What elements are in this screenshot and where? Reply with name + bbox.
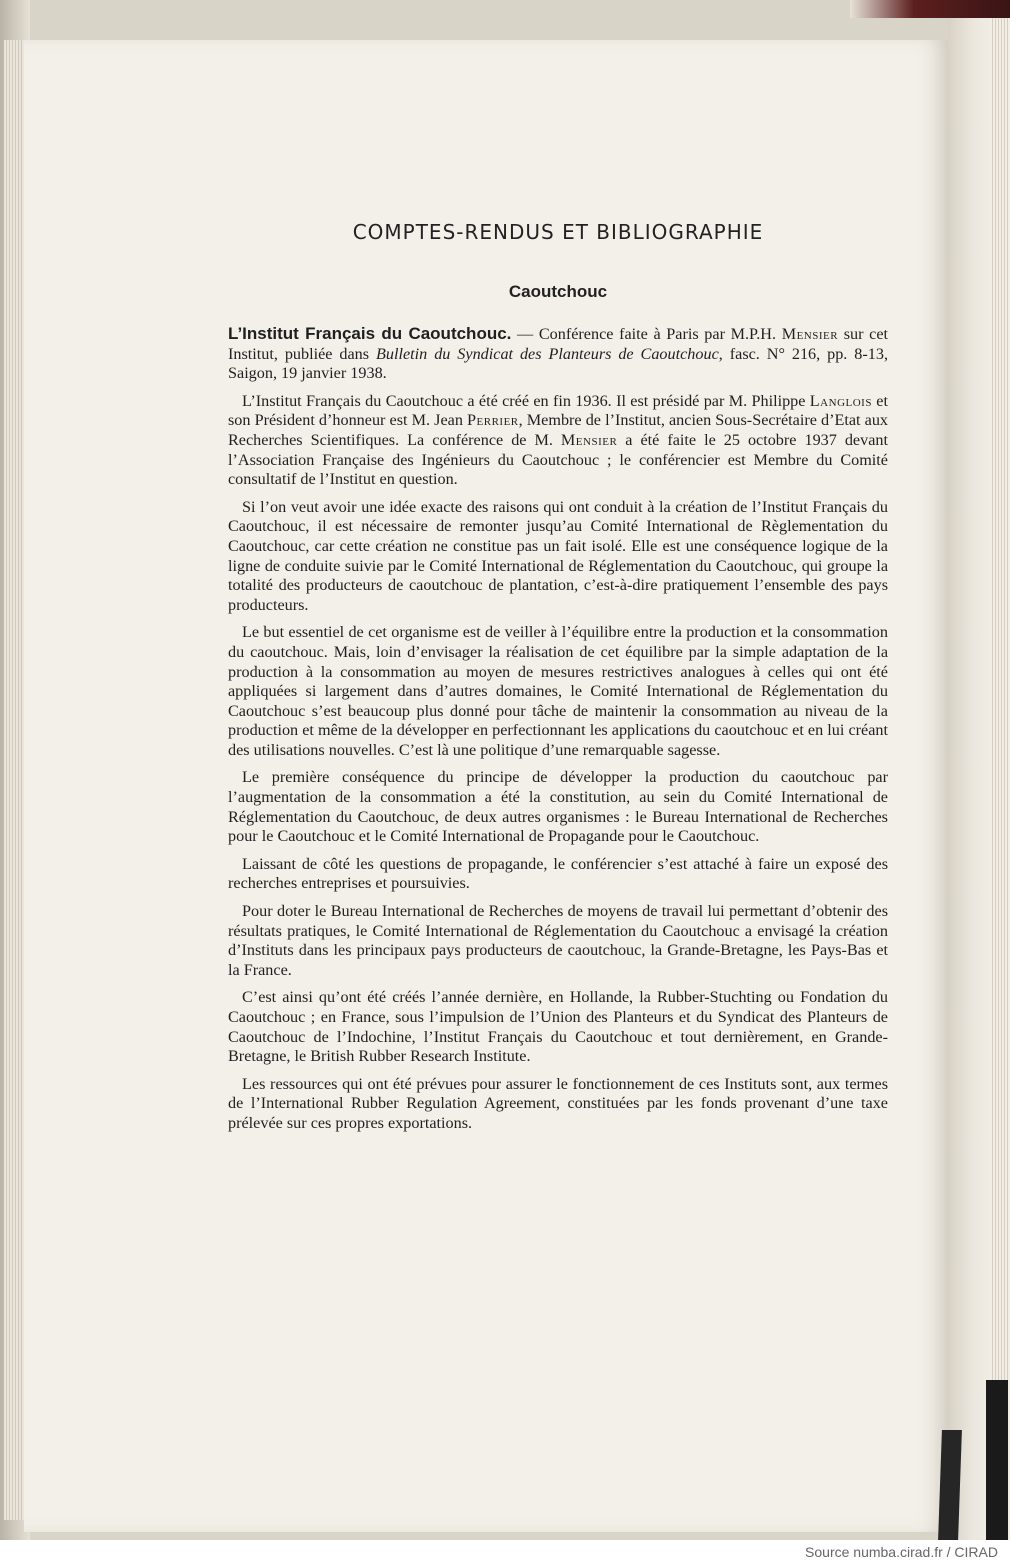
paragraph-1-text-b: et son Président d’honneur est M. Jean <box>228 391 888 430</box>
bookmark-ribbon-secondary <box>938 1430 962 1540</box>
source-credit: Source numba.cirad.fr / CIRAD <box>805 1544 998 1560</box>
paragraph-1 <box>228 392 888 490</box>
person-name: Mensier <box>560 430 618 449</box>
paragraph-8: Les ressources qui ont été prévues pour assurer le fonctionnement de ces Instituts sont, aux termes de l’International Rubber Regulation Agreement, constituées par les fonds provenant d’une taxe prélevée sur ces propres exportations. <box>228 1074 888 1132</box>
bookmark-ribbon <box>986 1380 1008 1540</box>
entry-header <box>228 324 888 384</box>
publication-title: Bulletin du Syndicat des Planteurs de Caoutchouc <box>376 344 719 363</box>
paragraph-7: C’est ainsi qu’ont été créés l’année dernière, en Hollande, la Rubber-Stuchting ou Fondation du Caoutchouc ; en France, sous l’impulsion de l’Union des Planteurs et du Syndicat des Planteurs de Caoutchouc de l’Indochine, l’Institut Français du Caoutchouc et tout dernièrement, en Grande-Bretagne, le British Rubber Research Institute. <box>228 988 888 1066</box>
paragraph-1-text-c: , Membre de l’Institut, ancien Sous-Secrétaire d’Etat aux Recherches Scientifiques. La conférence de M. <box>228 411 889 449</box>
paragraph-5: Laissant de côté les questions de propagande, le conférencier s’est attaché à faire un exposé des recherches entreprises et poursuivies. <box>228 854 888 893</box>
paragraph-6: Pour doter le Bureau International de Recherches de moyens de travail lui permettant d’obtenir des résultats pratiques, le Comité International de Réglementation du Caoutchouc a envisagé la création d’Instituts dans les principaux pays producteurs de caoutchouc, la Grande-Bretagne, les Pays-Bas et la France. <box>228 902 888 979</box>
entry-citation: , fasc. N° 216, pp. 8-13, Saigon, 19 janvier 1938. <box>228 344 888 383</box>
paragraph-2: Si l’on veut avoir une idée exacte des raisons qui ont conduit à la création de l’Institut Français du Caoutchouc, il est nécessaire de remonter jusqu’au Comité International de Règlementation du Caoutchouc, car cette création ne constitue pas un fait isolé. Elle est une conséquence logique de la ligne de conduite suivie par le Comité International de Réglementation du Caoutchouc, qui groupe la totalité des producteurs de caoutchouc de plantation, c’est-à-dire pratiquement l’ensemble des pays producteurs. <box>228 497 888 614</box>
entry-intro-mid: sur cet Institut, publiée dans <box>228 325 889 363</box>
left-page-stack <box>4 40 26 1520</box>
paragraph-1-text-a: L’Institut Français du Caoutchouc a été créé en fin 1936. Il est présidé par M. Philippe <box>242 391 810 410</box>
entry-title: L’Institut Français du Caoutchouc. <box>228 324 512 343</box>
right-page-stack <box>990 0 1010 1540</box>
section-title: COMPTES-RENDUS ET BIBLIOGRAPHIE <box>352 220 764 244</box>
paragraph-1-text-d: a été faite le 25 octobre 1937 devant l’Association Française des Ingénieurs du Caoutchouc ; le conférencier est Membre du Comité consultatif de l’Institut en question. <box>228 430 888 489</box>
person-name: Perrier <box>467 411 519 430</box>
entry-intro: — Conférence faite à Paris par M.P.H. <box>511 325 782 343</box>
book-cover-corner <box>850 0 1010 18</box>
article-body <box>228 220 888 1142</box>
paragraph-3: Le but essentiel de cet organisme est de veiller à l’équilibre entre la production et la consommation du caoutchouc. Mais, loin d’envisager la réalisation de cet équilibre par la simple adaptation de la production à la consommation au moyen de mesures restrictives analogues à celles qui ont été appliquées si largement dans d’autres domaines, le Comité International de Réglementation du Caoutchouc s’est beaucoup plus donné pour tâche de maintenir la consommation au niveau de la production et même de la développer en perfectionnant les applications du caoutchouc et en lui créant des utilisations nouvelles. C’est là une politique d’une remarquable sagesse. <box>228 623 888 759</box>
subsection-title: Caoutchouc <box>508 282 608 301</box>
paragraph-4: Le première conséquence du principe de développer la production du caoutchouc par l’augmentation de la consommation a été la constitution, au sein du Comité International de Réglementation du Caoutchouc, de deux autres organismes : le Bureau International de Recherches pour le Caoutchouc et le Comité International de Propagande pour le Caoutchouc. <box>228 768 888 846</box>
person-name: Langlois <box>809 391 872 410</box>
author-name: Mensier <box>781 325 839 343</box>
